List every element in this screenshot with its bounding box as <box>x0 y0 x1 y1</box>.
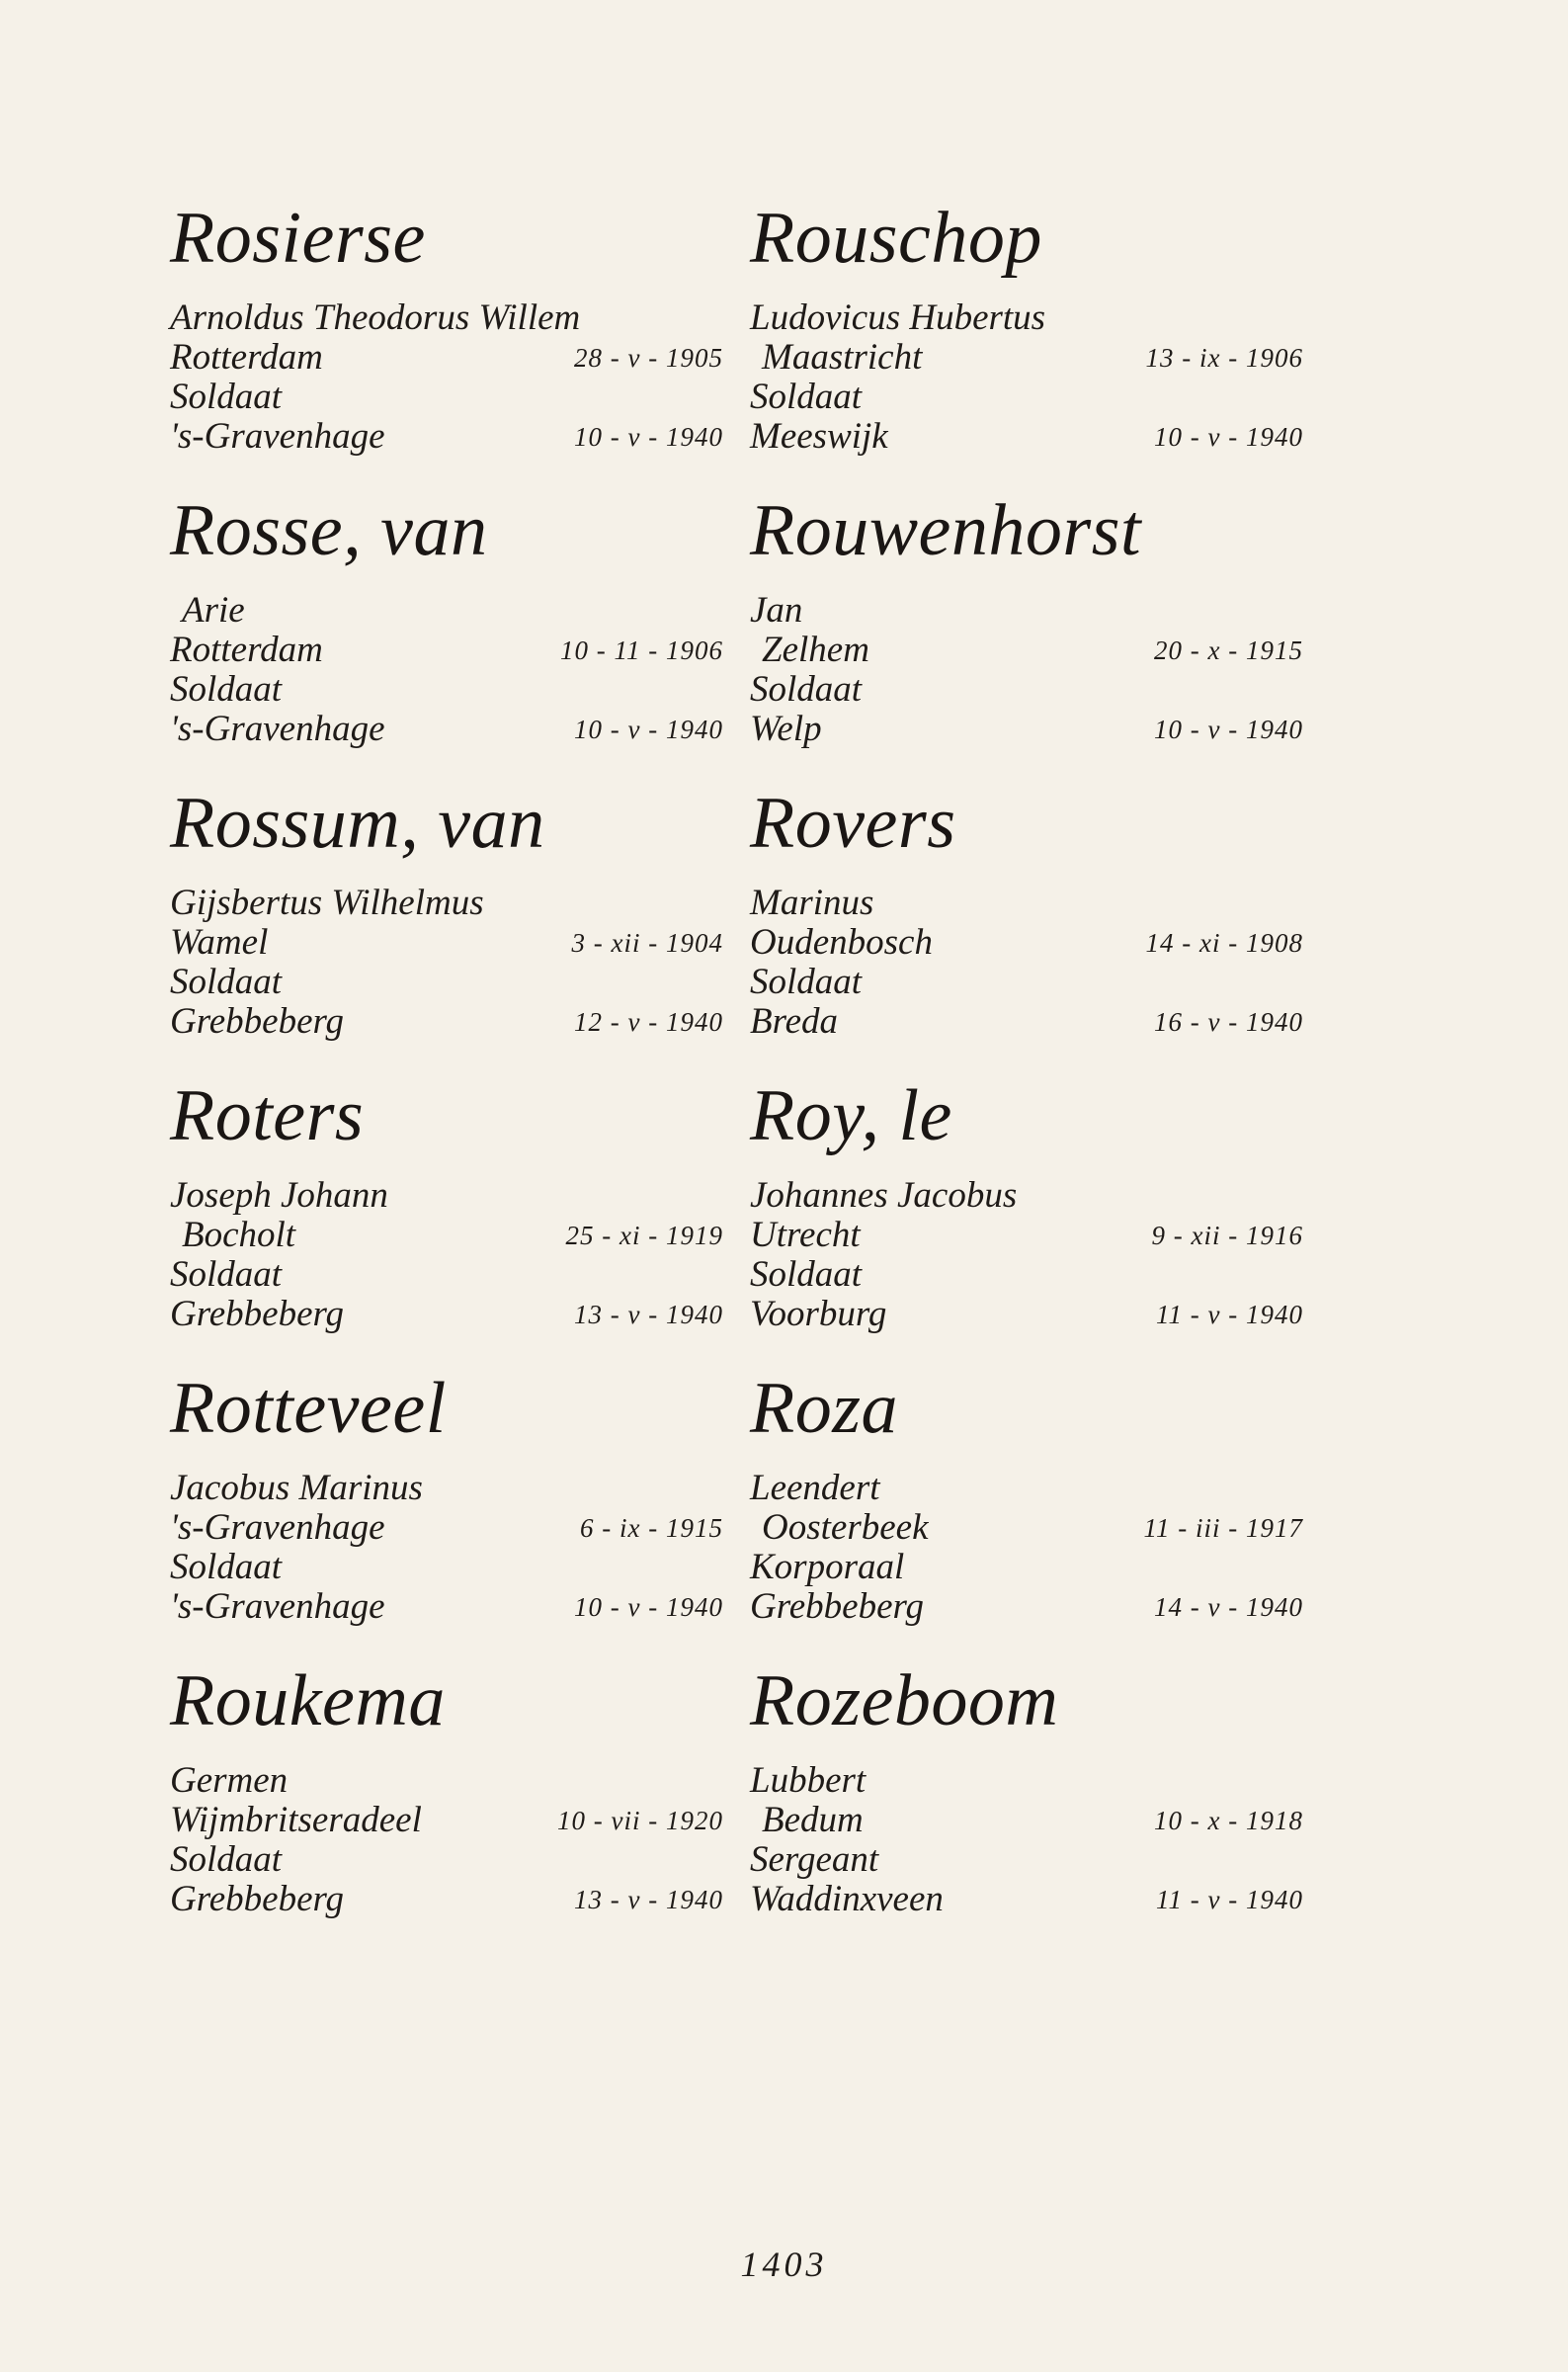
entry <box>750 488 1303 781</box>
birthplace: Wijmbritseradeel <box>170 1800 422 1840</box>
birthplace: Bedum <box>762 1800 864 1840</box>
death-place: 's-Gravenhage <box>170 709 385 749</box>
birthplace: Rotterdam <box>170 630 323 670</box>
given-names: Germen <box>170 1760 289 1801</box>
birth-line <box>750 338 1303 378</box>
entry <box>170 781 723 1073</box>
surname: Rotteveel <box>170 1368 447 1449</box>
birth-line <box>750 1508 1303 1548</box>
death-line <box>170 1002 723 1042</box>
birthplace: Rotterdam <box>170 337 323 378</box>
surname: Roy, le <box>750 1075 952 1156</box>
death-place: Welp <box>750 709 822 749</box>
death-date: 10 - v - 1940 <box>574 715 723 744</box>
death-line <box>750 710 1303 749</box>
death-date: 13 - v - 1940 <box>574 1300 723 1329</box>
given-names: Gijsbertus Wilhelmus <box>170 883 484 923</box>
right-column <box>750 196 1303 1951</box>
surname: Rozeboom <box>750 1660 1059 1741</box>
rank: Soldaat <box>750 962 863 1002</box>
rank: Soldaat <box>170 1547 283 1587</box>
death-date: 10 - v - 1940 <box>1154 422 1303 452</box>
rank: Soldaat <box>170 377 283 417</box>
rank: Soldaat <box>750 669 863 710</box>
birth-line <box>170 338 723 378</box>
surname: Rouschop <box>750 198 1042 279</box>
given-names: Arie <box>182 590 245 631</box>
rank: Soldaat <box>170 1254 283 1295</box>
death-line <box>170 1587 723 1627</box>
page-number: 1403 <box>740 2245 828 2284</box>
death-date: 11 - v - 1940 <box>1156 1885 1303 1914</box>
death-line <box>750 417 1303 457</box>
death-date: 14 - v - 1940 <box>1154 1592 1303 1622</box>
birthdate: 9 - xii - 1916 <box>1151 1221 1303 1250</box>
death-date: 10 - v - 1940 <box>574 422 723 452</box>
birth-line <box>170 1508 723 1548</box>
death-place: 's-Gravenhage <box>170 416 385 457</box>
birthdate: 10 - 11 - 1906 <box>560 635 723 665</box>
surname: Rovers <box>750 783 956 864</box>
birthplace: Oudenbosch <box>750 922 933 963</box>
surname: Rouwenhorst <box>750 490 1142 571</box>
given-names: Joseph Johann <box>170 1175 388 1216</box>
birthdate: 10 - vii - 1920 <box>557 1806 723 1835</box>
death-place: Grebbeberg <box>170 1879 345 1919</box>
birthplace: Maastricht <box>762 337 923 378</box>
given-names: Jan <box>750 590 803 631</box>
death-line <box>170 710 723 749</box>
birth-line <box>750 1216 1303 1255</box>
death-place: 's-Gravenhage <box>170 1586 385 1627</box>
rank: Soldaat <box>170 1839 283 1880</box>
rank: Sergeant <box>750 1839 879 1880</box>
birthplace: Utrecht <box>750 1215 861 1255</box>
death-date: 10 - v - 1940 <box>574 1592 723 1622</box>
given-names: Lubbert <box>750 1760 867 1801</box>
death-date: 11 - v - 1940 <box>1156 1300 1303 1329</box>
birth-line <box>170 1801 723 1840</box>
birthplace: Bocholt <box>182 1215 296 1255</box>
birth-line <box>750 923 1303 963</box>
surname: Roza <box>750 1368 898 1449</box>
entry <box>170 488 723 781</box>
entry <box>750 196 1303 488</box>
given-names: Arnoldus Theodorus Willem <box>170 297 581 338</box>
death-place: Grebbeberg <box>170 1294 345 1334</box>
birthplace: 's-Gravenhage <box>170 1507 385 1548</box>
death-line <box>750 1295 1303 1334</box>
death-place: Breda <box>750 1001 839 1042</box>
surname: Roters <box>170 1075 365 1156</box>
birthdate: 14 - xi - 1908 <box>1145 928 1303 958</box>
death-date: 16 - v - 1940 <box>1154 1007 1303 1037</box>
death-place: Meeswijk <box>750 416 888 457</box>
rank: Korporaal <box>750 1547 905 1587</box>
given-names: Ludovicus Hubertus <box>750 297 1046 338</box>
death-line <box>750 1587 1303 1627</box>
birthdate: 25 - xi - 1919 <box>565 1221 723 1250</box>
birth-line <box>170 923 723 963</box>
rank: Soldaat <box>750 1254 863 1295</box>
entry <box>750 1658 1303 1951</box>
death-line <box>750 1880 1303 1919</box>
rank: Soldaat <box>750 377 863 417</box>
entry <box>170 1366 723 1658</box>
birth-line <box>750 631 1303 670</box>
birthdate: 20 - x - 1915 <box>1154 635 1303 665</box>
entry <box>170 1658 723 1951</box>
death-line <box>750 1002 1303 1042</box>
birth-line <box>170 631 723 670</box>
birthplace: Oosterbeek <box>762 1507 929 1548</box>
entry <box>170 196 723 488</box>
entry <box>170 1073 723 1366</box>
rank: Soldaat <box>170 669 283 710</box>
given-names: Johannes Jacobus <box>750 1175 1018 1216</box>
death-date: 12 - v - 1940 <box>574 1007 723 1037</box>
surname: Rosse, van <box>170 490 488 571</box>
death-place: Waddinxveen <box>750 1879 944 1919</box>
death-place: Grebbeberg <box>750 1586 925 1627</box>
given-names: Leendert <box>750 1468 880 1508</box>
given-names: Marinus <box>750 883 874 923</box>
birthdate: 3 - xii - 1904 <box>571 928 723 958</box>
given-names: Jacobus Marinus <box>170 1468 423 1508</box>
left-column <box>170 196 723 1951</box>
birth-line <box>750 1801 1303 1840</box>
rank: Soldaat <box>170 962 283 1002</box>
death-date: 10 - v - 1940 <box>1154 715 1303 744</box>
birthdate: 13 - ix - 1906 <box>1145 343 1303 373</box>
death-date: 13 - v - 1940 <box>574 1885 723 1914</box>
death-place: Voorburg <box>750 1294 887 1334</box>
birthdate: 28 - v - 1905 <box>574 343 723 373</box>
death-line <box>170 1880 723 1919</box>
death-place: Grebbeberg <box>170 1001 345 1042</box>
birthdate: 6 - ix - 1915 <box>580 1513 723 1543</box>
entry <box>750 1073 1303 1366</box>
death-line <box>170 417 723 457</box>
birthplace: Zelhem <box>762 630 869 670</box>
surname: Rossum, van <box>170 783 545 864</box>
surname: Rosierse <box>170 198 426 279</box>
death-line <box>170 1295 723 1334</box>
birthdate: 11 - iii - 1917 <box>1143 1513 1303 1543</box>
birthdate: 10 - x - 1918 <box>1154 1806 1303 1835</box>
birth-line <box>170 1216 723 1255</box>
entry <box>750 1366 1303 1658</box>
entry <box>750 781 1303 1073</box>
surname: Roukema <box>170 1660 446 1741</box>
birthplace: Wamel <box>170 922 269 963</box>
